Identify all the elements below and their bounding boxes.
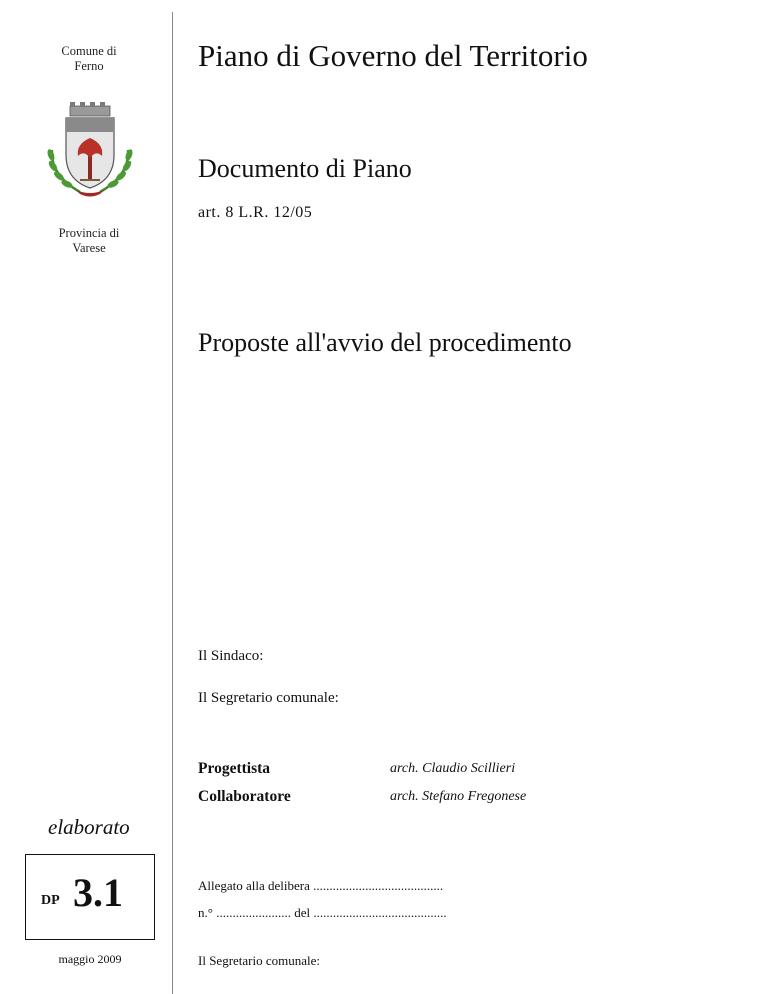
document-date: maggio 2009 bbox=[58, 952, 122, 966]
sindaco-label: Il Sindaco: bbox=[198, 648, 264, 664]
elaborato-box bbox=[25, 854, 155, 940]
credit-name-collaboratore: arch. Stefano Fregonese bbox=[390, 789, 527, 804]
municipality-line-2: Ferno bbox=[74, 59, 104, 73]
province-label bbox=[25, 226, 153, 256]
credit-role-collaboratore: Collaboratore bbox=[198, 788, 291, 805]
section-title: Proposte all'avvio del procedimento bbox=[198, 328, 572, 357]
credit-role-progettista: Progettista bbox=[198, 760, 271, 777]
allegato-line-2: n.° ....................... del ......................................... bbox=[198, 905, 447, 920]
allegato-line-1: Allegato alla delibera ........................................ bbox=[198, 878, 444, 893]
municipality-line-1: Comune di bbox=[61, 44, 117, 58]
province-line-1: Provincia di bbox=[58, 226, 120, 240]
municipality-label bbox=[25, 44, 153, 74]
elaborato-prefix: DP bbox=[41, 893, 60, 908]
law-article: art. 8 L.R. 12/05 bbox=[198, 204, 313, 221]
coat-of-arms-icon bbox=[40, 100, 140, 200]
allegato-segretario: Il Segretario comunale: bbox=[198, 953, 321, 968]
document-subtitle: Documento di Piano bbox=[198, 154, 412, 183]
credit-name-progettista: arch. Claudio Scillieri bbox=[390, 761, 516, 776]
elaborato-label: elaborato bbox=[48, 815, 130, 839]
page-title: Piano di Governo del Territorio bbox=[198, 38, 588, 73]
vertical-divider bbox=[172, 12, 173, 994]
segretario-label: Il Segretario comunale: bbox=[198, 690, 339, 706]
province-line-2: Varese bbox=[72, 241, 106, 255]
elaborato-number: 3.1 bbox=[73, 870, 123, 915]
